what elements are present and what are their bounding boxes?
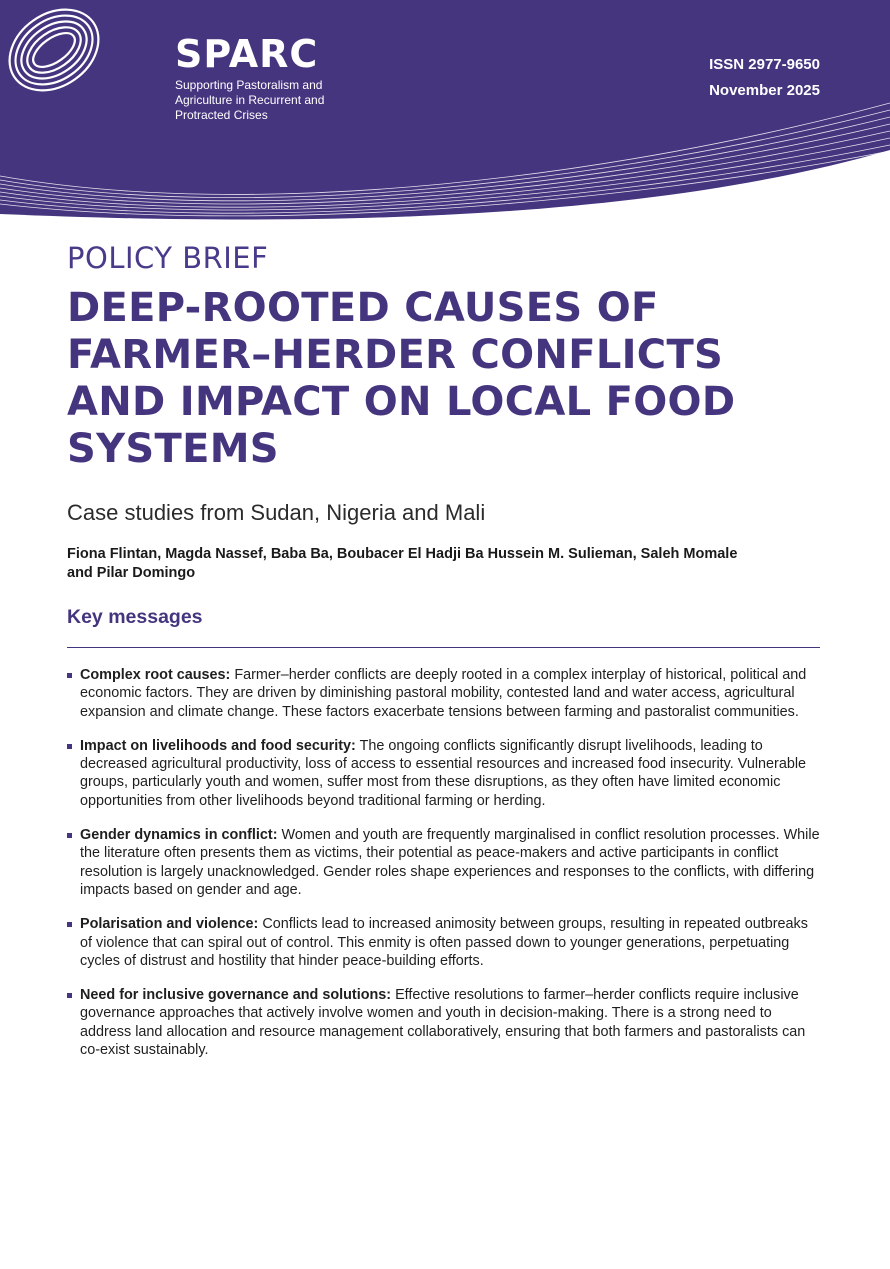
key-messages-heading: Key messages xyxy=(67,606,203,628)
brand-name: SPARC xyxy=(175,32,319,76)
key-message-item xyxy=(67,826,822,899)
key-message-text: Women and youth are frequently marginalised in conflict resolution processes. While the literature often presents them as victims, their potential as peace-makers and active participants in conflict resolution is largely unacknowledged. Gender roles shape experiences and responses to the conflicts, with differing impacts based on gender and age. xyxy=(80,827,820,898)
publication-meta xyxy=(709,52,820,104)
issn-number: ISSN 2977-9650 xyxy=(709,56,820,73)
sparc-logo-icon xyxy=(0,0,108,100)
brand-tagline: Supporting Pastoralism and Agriculture in Recurrent and Protracted Crises xyxy=(175,78,325,122)
key-message-item xyxy=(67,737,822,810)
key-message-text: Effective resolutions to farmer–herder conflicts require inclusive governance approaches that actively involve women and youth in decision-making. There is a strong need to address land allocation and resource management collaboratively, ensuring that both farmers and pastoralists can co-exist sustainably. xyxy=(80,987,806,1059)
key-message-text: The ongoing conflicts significantly disrupt livelihoods, leading to decreased agricultural productivity, loss of access to essential resources and increased food insecurity. Vulnerable groups, particularly youth and women, suffer most from these disruptions, as they often have limited economic opportunities from other livelihoods beyond traditional farming or herding. xyxy=(80,737,807,809)
brand-block xyxy=(175,34,345,123)
document-subtitle: Case studies from Sudan, Nigeria and Mali xyxy=(67,500,486,525)
key-message-lead: Complex root causes: xyxy=(80,667,231,683)
key-message-lead: Gender dynamics in conflict: xyxy=(80,827,278,844)
header-banner xyxy=(0,0,890,240)
key-messages-list xyxy=(67,666,822,1059)
document-type-label: POLICY BRIEF xyxy=(67,241,269,275)
section-divider xyxy=(67,647,820,648)
bullet-square-icon xyxy=(67,673,72,678)
key-message-text: Farmer–herder conflicts are deeply rooted in a complex interplay of historical, political and economic factors. They are driven by diminishing pastoral mobility, contested land and water access, agricultural expansion and climate change. These factors exacerbate tensions between farming and pastoralist communities. xyxy=(80,667,807,720)
author-list: Fiona Flintan, Magda Nassef, Baba Ba, Boubacer El Hadji Ba Hussein M. Sulieman, Saleh Momale and Pilar Domingo xyxy=(67,546,738,581)
header-wave-graphic xyxy=(0,0,890,240)
publication-date: November 2025 xyxy=(709,82,820,99)
document-title: DEEP-ROOTED CAUSES OF FARMER–HERDER CONFLICTS AND IMPACT ON LOCAL FOOD SYSTEMS xyxy=(67,285,736,472)
bullet-square-icon xyxy=(67,833,72,838)
key-message-lead: Impact on livelihoods and food security: xyxy=(80,737,356,754)
key-message-lead: Polarisation and violence: xyxy=(80,916,259,933)
bullet-square-icon xyxy=(67,993,72,998)
main-content xyxy=(67,240,822,1075)
bullet-square-icon xyxy=(67,744,72,749)
key-message-item xyxy=(67,915,822,970)
key-message-item xyxy=(67,666,822,721)
key-message-lead: Need for inclusive governance and solutions: xyxy=(80,987,392,1004)
key-message-text: Conflicts lead to increased animosity between groups, resulting in repeated outbreaks of violence that can spiral out of control. This enmity is often passed down to younger generations, perpetuating cycles of distrust and hostility that hinder peace-building efforts. xyxy=(80,916,808,969)
bullet-square-icon xyxy=(67,922,72,927)
key-message-item xyxy=(67,986,822,1059)
